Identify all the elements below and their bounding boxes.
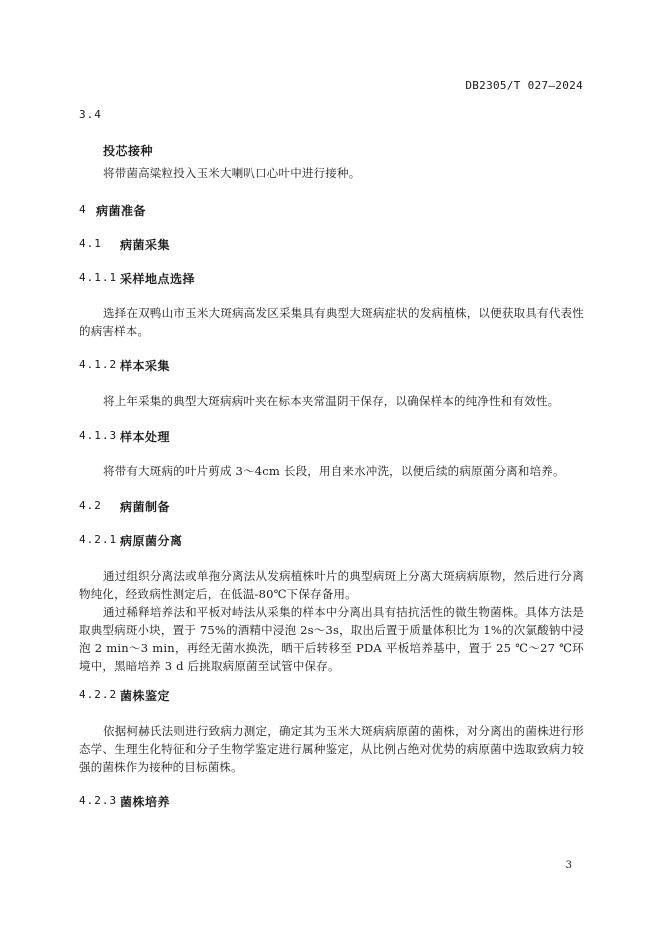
section-3-4-body: 将带菌高粱粒投入玉米大喇叭口心叶中进行接种。 bbox=[103, 166, 361, 180]
section-4-1-1-title: 采样地点选择 bbox=[120, 272, 196, 286]
section-4-1-title: 病菌采集 bbox=[120, 238, 171, 252]
section-4-2-2-number: 4.2.2 bbox=[79, 688, 118, 701]
section-4-2-3-title: 菌株培养 bbox=[120, 795, 171, 809]
section-4-1-3-title: 样本处理 bbox=[120, 430, 171, 444]
section-4-2-2-title: 菌株鉴定 bbox=[120, 689, 171, 703]
section-4-1-3-body: 将带有大斑病的叶片剪成 3～4cm 长段，用自来水冲洗，以便后续的病原菌分离和培养。 bbox=[103, 464, 565, 478]
section-4-1-1-body: 选择在双鸭山市玉米大斑病高发区采集具有典型大斑病症状的发病植株，以便获取具有代表性的病害样本。 bbox=[79, 306, 584, 338]
section-4-number: 4 bbox=[79, 203, 87, 216]
section-4-1-2-number: 4.1.2 bbox=[79, 358, 118, 371]
section-4-1-2-body: 将上年采集的典型大斑病病叶夹在标本夹常温阴干保存，以确保样本的纯净性和有效性。 bbox=[103, 394, 560, 408]
section-4-2-title: 病菌制备 bbox=[120, 500, 171, 514]
section-4-2-number: 4.2 bbox=[79, 499, 102, 512]
section-3-4-title: 投芯接种 bbox=[103, 144, 154, 158]
section-4-1-2-title: 样本采集 bbox=[120, 359, 171, 373]
document-code: DB2305/T 027—2024 bbox=[465, 79, 583, 92]
section-3-4-number: 3.4 bbox=[79, 108, 102, 121]
section-4-1-1-number: 4.1.1 bbox=[79, 271, 118, 284]
section-4-1-number: 4.1 bbox=[79, 237, 102, 250]
section-4-1-3-number: 4.1.3 bbox=[79, 429, 118, 442]
section-4-2-3-number: 4.2.3 bbox=[79, 794, 118, 807]
section-4-2-1-title: 病原菌分离 bbox=[120, 534, 183, 548]
page-number: 3 bbox=[565, 860, 572, 871]
section-4-2-1-number: 4.2.1 bbox=[79, 533, 118, 546]
section-4-title: 病菌准备 bbox=[96, 204, 147, 218]
section-4-2-1-body-1: 通过组织分离法或单孢分离法从发病植株叶片的典型病斑上分离大斑病病原物，然后进行分离物纯化，经致病性测定后，在低温-80℃下保存备用。 bbox=[79, 569, 584, 601]
section-4-2-2-body: 依据柯赫氏法则进行致病力测定，确定其为玉米大斑病病原菌的菌株，对分离出的菌株进行形态学、生理生化特征和分子生物学鉴定进行属种鉴定，从比例占绝对优势的病原菌中选取致病力较强的菌株作为接种的目标菌株。 bbox=[79, 724, 584, 774]
section-4-2-1-body-2: 通过稀释培养法和平板对峙法从采集的样本中分离出具有拮抗活性的微生物菌株。具体方法是取典型病斑小块，置于 75%的酒精中浸泡 2s～3s，取出后置于质量体积比为 1%的次氯酸钠中浸泡 2 min～3 min，再经无菌水换洗，晒干后转移至 PDA 平板培养基中，置于 25 ℃～27 ℃环境中，黑暗培养 3 d 后挑取病原菌至试管中保存。 bbox=[79, 605, 584, 673]
